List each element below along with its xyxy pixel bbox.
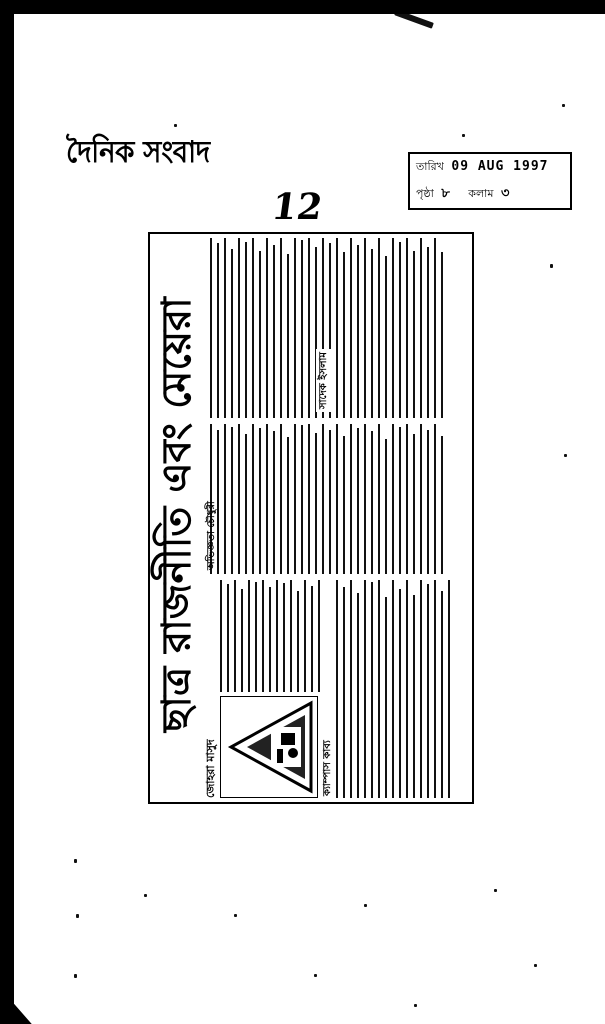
article-headline: ছাত্র রাজনীতি এবং মেয়েরা (154, 297, 200, 732)
stamp-page-label: পৃষ্ঠা (416, 187, 434, 200)
newspaper-clipping (148, 232, 474, 804)
illustration-image (221, 697, 317, 797)
article-signature-2: সাদেক ইসলাম (316, 349, 333, 412)
newspaper-masthead: দৈনিক সংবাদ (66, 135, 210, 170)
text-column-4 (210, 238, 466, 418)
stamp-date-label: তারিখ (416, 160, 444, 173)
text-column-1 (220, 580, 332, 692)
date-stamp (408, 152, 572, 210)
stamp-column-value: ৩ (500, 186, 511, 201)
stamp-column-label: কলাম (468, 187, 494, 200)
handwritten-number: 12 (269, 186, 326, 228)
article-illustration (220, 696, 318, 798)
article-byline: জোহরা মাসুদ (204, 739, 217, 798)
stamp-page-value: ৮ (441, 186, 451, 201)
article-signature-1: অভিজ্ঞতা চৌধুরী (206, 501, 217, 570)
image-caption: ক্যাম্পাস কাব্য (322, 740, 333, 796)
text-column-3 (210, 424, 466, 574)
text-column-2 (336, 580, 466, 798)
stamp-date-value: 09 AUG 1997 (451, 159, 549, 174)
